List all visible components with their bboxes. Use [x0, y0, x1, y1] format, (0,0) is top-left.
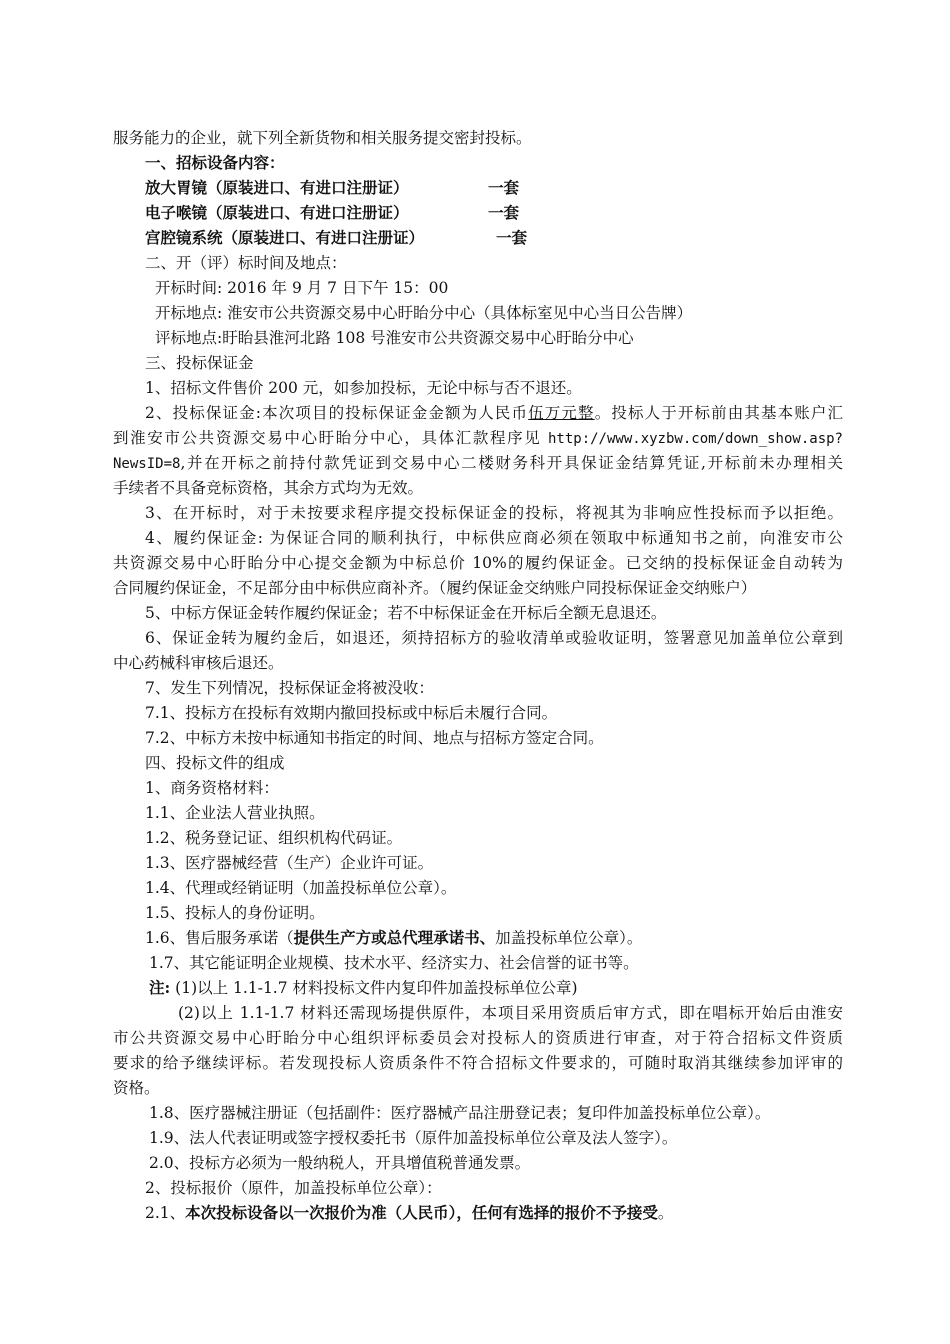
item-1-3: 1.3、医疗器械经营（生产）企业许可证。: [145, 854, 434, 872]
para-6-line-1: 6、保证金转为履约金后，如退还，须持招标方的验收清单或验收证明，签署意见加盖单位公章到: [145, 629, 843, 647]
item-2: 2、投标报价（原件，加盖投标单位公章）：: [145, 1179, 442, 1197]
item-2-0: 2.0、投标方必须为一般纳税人，开具增值税普通发票。: [149, 1154, 531, 1172]
para-7: 7、发生下列情况，投标保证金将被没收：: [145, 679, 434, 697]
equipment-qty: 一套: [488, 178, 520, 197]
remittance-url-tail: NewsID=8: [113, 456, 181, 472]
item-1-4: 1.4、代理或经销证明（加盖投标单位公章）。: [145, 879, 457, 897]
open-place: 开标地点: 淮安市公共资源交易中心盱眙分中心（具体标室见中心当日公告牌）: [155, 304, 693, 322]
item-1-9: 1.9、法人代表证明或签字授权委托书（原件加盖投标单位公章及法人签字）。: [149, 1129, 678, 1147]
para-2-line-2: [113, 427, 843, 451]
item-1-6-text: 1.6、售后服务承诺（: [145, 929, 294, 947]
para-2-text: 2、投标保证金:本次项目的投标保证金金额为人民币: [145, 404, 529, 422]
item-1-2: 1.2、税务登记证、组织机构代码证。: [145, 829, 403, 847]
equipment-qty: 一套: [496, 228, 528, 247]
equipment-name: 宫腔镜系统（原装进口、有进口注册证）: [145, 228, 425, 247]
equipment-name: 电子喉镜（原装进口、有进口注册证）: [145, 203, 409, 222]
equipment-row: [145, 202, 875, 226]
item-1-8: 1.8、医疗器械注册证（包括副件：医疗器械产品注册登记表；复印件加盖投标单位公章）。: [149, 1104, 771, 1122]
equipment-row: [145, 227, 875, 251]
item-2-1-text: 。: [657, 1204, 674, 1222]
note-1-text: (1)以上 1.1-1.7 材料投标文件内复印件加盖投标单位公章): [175, 979, 578, 997]
item-1-6-text: 加盖投标单位公章）。: [495, 929, 643, 947]
equipment-qty: 一套: [488, 203, 520, 222]
para-2-line-4: 手续者不具备竞标资格，其余方式均为无效。: [113, 479, 424, 497]
item-1-6: [145, 927, 875, 951]
item-1: 1、商务资格材料：: [145, 779, 279, 797]
para-3: 3、在开标时，对于未按要求程序提交投标保证金的投标，将视其为非响应性投标而予以拒绝。: [145, 504, 843, 522]
section-4-title: 四、投标文件的组成: [145, 754, 285, 772]
para-7-1: 7.1、投标方在投标有效期内撤回投标或中标后未履行合同。: [145, 704, 558, 722]
para-2-text: ,并在开标之前持付款凭证到交易中心二楼财务科开具保证金结算凭证,开标前未办理相关: [180, 454, 843, 472]
intro-tail: 服务能力的企业，就下列全新货物和相关服务提交密封投标。: [113, 129, 532, 147]
section-3-title: 三、投标保证金: [145, 354, 254, 372]
para-5: 5、中标方保证金转作履约保证金；若不中标保证金在开标后全额无息退还。: [145, 604, 667, 622]
note-2-line-2: 市公共资源交易中心盱眙分中心组织评标委员会对投标人的资质进行审查，对于符合招标文件资质: [113, 1029, 843, 1047]
section-2-title: 二、开（评）标时间及地点：: [145, 254, 347, 272]
note-2-line-4: 资格。: [113, 1079, 160, 1097]
item-1-7: 1.7、其它能证明企业规模、技术水平、经济实力、社会信誉的证书等。: [149, 954, 639, 972]
para-4-line-2: 共资源交易中心盱眙分中心提交金额为中标总价 10%的履约保证金。已交纳的投标保证金自动转为: [113, 554, 843, 572]
deposit-amount: 伍万元整: [528, 404, 595, 422]
para-4-line-3: 合同履约保证金，不足部分由中标供应商补齐。（履约保证金交纳账户同投标保证金交纳账户）: [113, 579, 757, 597]
item-1-5: 1.5、投标人的身份证明。: [145, 904, 325, 922]
equipment-row: [145, 177, 875, 201]
equipment-name: 放大胃镜（原装进口、有进口注册证）: [145, 178, 409, 197]
para-2-text: 到淮安市公共资源交易中心盱眙分中心，具体汇款程序见: [113, 429, 548, 447]
para-1: 1、招标文件售价 200 元，如参加投标，无论中标与否不退还。: [145, 379, 582, 397]
item-1-6-emphasis: 提供生产方或总代理承诺书、: [293, 928, 496, 947]
note-2-line-3: 要求的给予继续评标。若发现投标人资质条件不符合招标文件要求的，可随时取消其继续参加评审的: [113, 1054, 843, 1072]
eval-place: 评标地点:盱眙县淮河北路 108 号淮安市公共资源交易中心盱眙分中心: [155, 329, 634, 347]
note-label: 注:: [149, 978, 171, 997]
open-time: 开标时间: 2016 年 9 月 7 日下午 15：00: [155, 279, 449, 297]
para-2-line-1: [145, 402, 843, 426]
remittance-url: http://www.xyzbw.com/down_show.asp?: [547, 431, 843, 447]
para-6-line-2: 中心药械科审核后退还。: [113, 654, 284, 672]
item-1-1: 1.1、企业法人营业执照。: [145, 804, 325, 822]
item-2-1-emphasis: 本次投标设备以一次报价为准（人民币），任何有选择的报价不予接受: [185, 1203, 658, 1222]
para-7-2: 7.2、中标方未按中标通知书指定的时间、地点与招标方签定合同。: [145, 729, 604, 747]
para-4-line-1: 4、履约保证金: 为保证合同的顺利执行，中标供应商必须在领取中标通知书之前，向淮安市公: [145, 529, 843, 547]
section-1-title: 一、招标设备内容：: [145, 153, 285, 172]
para-2-text: 。投标人于开标前由其基本账户汇: [594, 404, 843, 422]
note-2-line-1: (2)以上 1.1-1.7 材料还需现场提供原件，本项目采用资质后审方式，即在唱标开始后由淮安: [178, 1004, 843, 1022]
note-1: [149, 977, 879, 1001]
item-2-1: [145, 1202, 875, 1226]
item-2-1-number: 2.1、: [145, 1204, 186, 1222]
para-2-line-3: [113, 452, 843, 476]
